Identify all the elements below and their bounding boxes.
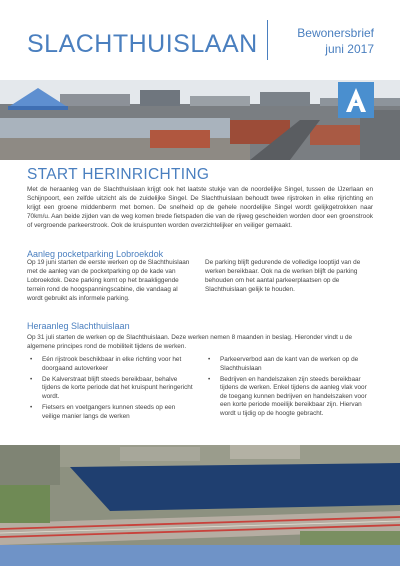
page-header bbox=[0, 0, 400, 80]
pocketparking-text-left: Op 19 juni starten de eerste werken op de Slachthuislaan met de aanleg van de pocketparking op de kade van Lobroekdok. Deze parking komt op het braakliggende terrein rond de hoogspanningscabine, die vandaag al wordt gebruikt als informele parking. bbox=[27, 259, 190, 302]
bullet: • bbox=[208, 356, 211, 363]
section-title: START HERINRICHTING bbox=[27, 166, 210, 183]
document-type: Bewonersbrief bbox=[297, 26, 374, 40]
list-item: • Fietsers en voetgangers kunnen steeds op een veilige manier langs de werken bbox=[30, 403, 176, 420]
header-divider bbox=[267, 20, 268, 60]
mobility-list-right bbox=[205, 356, 375, 421]
bullet: • bbox=[30, 403, 33, 411]
list-item: • De Kalverstraat blijft steeds bereikbaar, behalve tijdens de korte periode dat het kruispunt heringericht wordt. bbox=[30, 375, 193, 400]
intro-paragraph: Met de heraanleg van de Slachthuislaan krijgt ook het laatste stukje van de noordelijke Singel, tussen de IJzerlaan en Schijnpoort, een zelfde uitzicht als de zuidelijke Singel. De Slachthuislaan behoudt twee rijstroken in elke rijrichting en krijgt een groene middenberm met bomen. De snelheid op de gehele noordelijke Singel wordt gelijkgetrokken naar 70km/u. Aan beide zijden van de weg komen brede fietspaden die van de rijweg gescheiden worden door een groenstrook of vergroende parkeerstrook. Ook de kruispunten worden overzichtelijker en veiliger gemaakt. bbox=[27, 186, 373, 229]
list-item: • Bedrijven en handelszaken zijn steeds bereikbaar tijdens de werken. Enkel tijdens de aanleg vlak voor de toegang kunnen bedrijven en handelszaken voor een korte periode moeilijk bereikbaar zijn. Hiervan wordt u tijdig op de hoogte gebracht. bbox=[208, 375, 367, 418]
city-logo bbox=[338, 82, 374, 118]
bullet: • bbox=[208, 375, 211, 383]
list-item: • Parkeerverbod aan de kant van de werken op de Slachthuislaan bbox=[208, 356, 359, 372]
aerial-map bbox=[0, 445, 400, 545]
heraanleg-intro: Op 31 juli starten de werken op de Slachthuislaan. Deze werken nemen 8 maanden in beslag. Hieronder vindt u de algemene principes rond de mobiliteit tijdens de werken. bbox=[27, 334, 353, 350]
mobility-list-left bbox=[27, 356, 195, 424]
document-date: juni 2017 bbox=[325, 42, 374, 56]
page-title: SLACHTHUISLAAN bbox=[27, 30, 258, 58]
subheading-heraanleg: Heraanleg Slachthuislaan bbox=[27, 321, 130, 331]
subheading-pocketparking: Aanleg pocketparking Lobroekdok bbox=[27, 249, 164, 259]
footer-bar bbox=[0, 545, 400, 566]
list-item: • Eén rijstrook beschikbaar in elke richting voor het doorgaand autoverkeer bbox=[30, 356, 182, 372]
bullet: • bbox=[30, 375, 33, 383]
bullet: • bbox=[30, 356, 33, 363]
pocketparking-text-right: De parking blijft gedurende de volledige looptijd van de werken bereikbaar. Ook na de werken blijft de parking behouden om het aantal parkeerplaatsen op de Slachthuislaan gelijk te houden. bbox=[205, 259, 361, 293]
